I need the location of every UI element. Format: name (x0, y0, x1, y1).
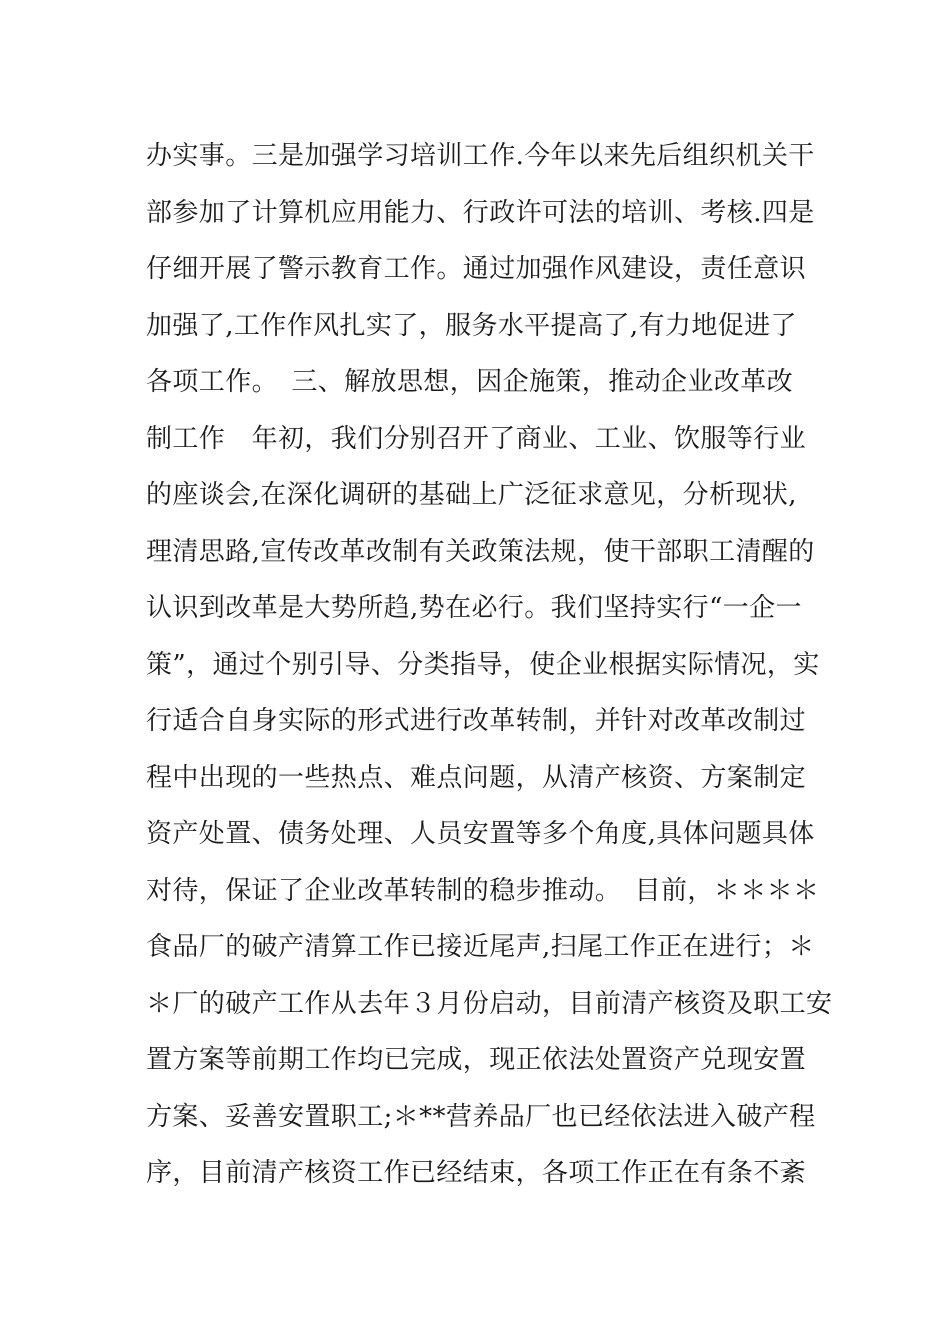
text-line: 行适合自身实际的形式进行改革转制，并针对改革改制过 (146, 706, 807, 736)
text-line: 方案、妥善安置职工;＊**营养品厂也已经依法进入破产程 (146, 1101, 816, 1132)
text-line: 办实事。三是加强学习培训工作.今年以来先后组织机关干 (146, 141, 815, 171)
text-line: 仔细开展了警示教育工作。通过加强作风建设，责任意识 (146, 254, 807, 284)
text-line: 制工作 年初，我们分别召开了商业、工业、饮服等行业 (146, 423, 807, 454)
text-line: 认识到改革是大势所趋,势在必行。我们坚持实行“一企一 (146, 593, 802, 623)
body-text (146, 128, 833, 1202)
text-line: 资产处置、债务处理、人员安置等多个角度,具体问题具体 (146, 819, 815, 849)
text-line: 的座谈会,在深化调研的基础上广泛征求意见，分析现状, (146, 480, 797, 510)
text-line: 置方案等前期工作均已完成，现正依法处置资产兑现安置 (146, 1045, 807, 1075)
text-line: 加强了,工作作风扎实了，服务水平提高了,有力地促进了 (146, 310, 797, 341)
text-line: 部参加了计算机应用能力、行政许可法的培训、考核.四是 (146, 197, 815, 228)
text-line: 对待，保证了企业改革转制的稳步推动。 目前，＊＊＊＊ (146, 875, 820, 906)
text-line: 程中出现的一些热点、难点问题，从清产核资、方案制定 (146, 762, 807, 793)
text-line: 各项工作。 三、解放思想，因企施策，推动企业改革改 (146, 367, 794, 397)
text-line: 序，目前清产核资工作已经结束，各项工作正在有条不紊 (146, 1158, 807, 1188)
text-line: 理清思路,宣传改革改制有关政策法规，使干部职工清醒的 (146, 536, 815, 567)
text-line: 策”，通过个别引导、分类指导，使企业根据实际情况，实 (146, 649, 820, 680)
text-line: 食品厂的破产清算工作已接近尾声,扫尾工作正在进行；＊ (146, 932, 815, 962)
text-line: ＊厂的破产工作从去年３月份启动，目前清产核资及职工安 (146, 988, 833, 1019)
